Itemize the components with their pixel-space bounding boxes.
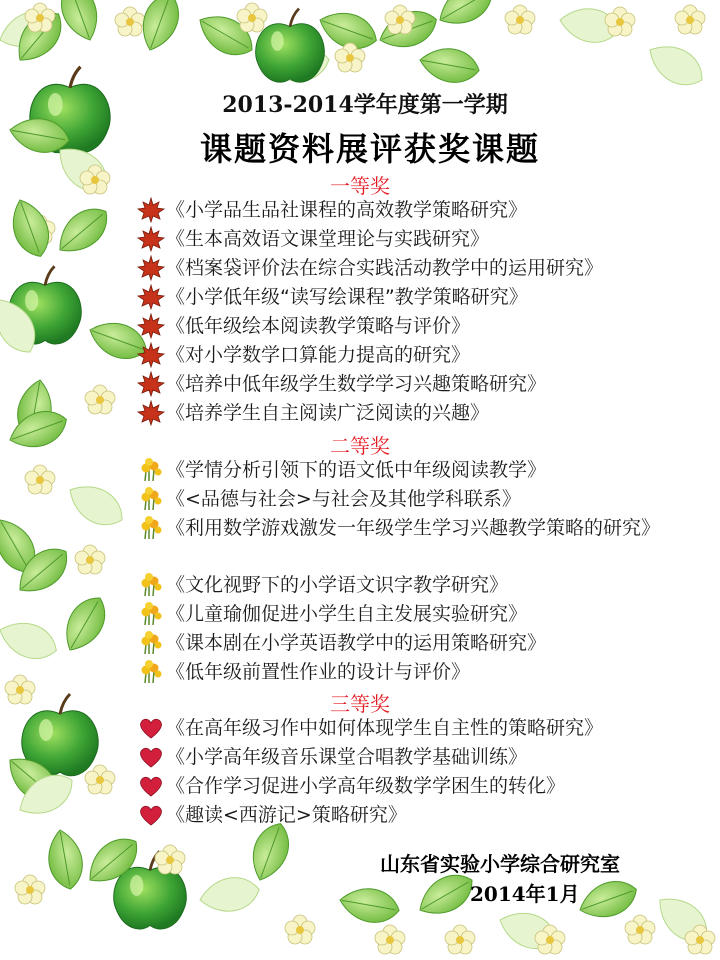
maple-leaf-icon (136, 342, 166, 368)
maple-leaf-icon (136, 313, 166, 339)
footer-date: 2014年1月 (470, 882, 580, 906)
flower-icon (136, 515, 166, 541)
list-item: 《低年级前置性作业的设计与评价》 (136, 659, 470, 686)
flower-icon (136, 486, 166, 512)
footer-organization: 山东省实验小学综合研究室 (380, 852, 620, 876)
list-item: 《档案袋评价法在综合实践活动教学中的运用研究》 (136, 255, 603, 282)
heading-first-prize: 一等奖 (330, 174, 390, 198)
list-item: 《课本剧在小学英语教学中的运用策略研究》 (136, 630, 546, 657)
heart-icon (136, 715, 166, 741)
flower-icon (136, 572, 166, 598)
heading-third-prize: 三等奖 (330, 692, 390, 716)
list-item: 《<品德与社会>与社会及其他学科联系》 (136, 486, 521, 513)
list-item: 《利用数学游戏激发一年级学生学习兴趣教学策略的研究》 (136, 515, 686, 542)
title-year-term: 2013-2014学年度第一学期 (222, 92, 508, 118)
maple-leaf-icon (136, 197, 166, 223)
heart-icon (136, 802, 166, 828)
maple-leaf-icon (136, 284, 166, 310)
list-item: 《儿童瑜伽促进小学生自主发展实验研究》 (136, 601, 527, 628)
heart-icon (136, 744, 166, 770)
maple-leaf-icon (136, 255, 166, 281)
list-item: 《小学低年级“读写绘课程”教学策略研究》 (136, 284, 528, 311)
list-item: 《对小学数学口算能力提高的研究》 (136, 342, 470, 369)
heart-icon (136, 773, 166, 799)
list-item: 《培养学生自主阅读广泛阅读的兴趣》 (136, 400, 489, 427)
list-item: 《低年级绘本阅读教学策略与评价》 (136, 313, 470, 340)
flower-icon (136, 601, 166, 627)
page-title: 课题资料展评获奖课题 (199, 130, 540, 168)
list-item: 《合作学习促进小学高年级数学学困生的转化》 (136, 773, 565, 800)
list-item: 《在高年级习作中如何体现学生自主性的策略研究》 (136, 715, 603, 742)
list-item: 《培养中低年级学生数学学习兴趣策略研究》 (136, 371, 546, 398)
list-item: 《趣读<西游记>策略研究》 (136, 802, 407, 829)
flower-icon (136, 630, 166, 656)
flower-icon (136, 659, 166, 685)
list-item: 《学情分析引领下的语文低中年级阅读教学》 (136, 457, 546, 484)
flower-icon (136, 457, 166, 483)
list-item: 《文化视野下的小学语文识字教学研究》 (136, 572, 508, 599)
maple-leaf-icon (136, 371, 166, 397)
maple-leaf-icon (136, 400, 166, 426)
maple-leaf-icon (136, 226, 166, 252)
list-item: 《小学高年级音乐课堂合唱教学基础训练》 (136, 744, 527, 771)
heading-second-prize: 二等奖 (330, 434, 390, 458)
list-item: 《小学品生品社课程的高效教学策略研究》 (136, 197, 527, 224)
list-item: 《生本高效语文课堂理论与实践研究》 (136, 226, 489, 253)
